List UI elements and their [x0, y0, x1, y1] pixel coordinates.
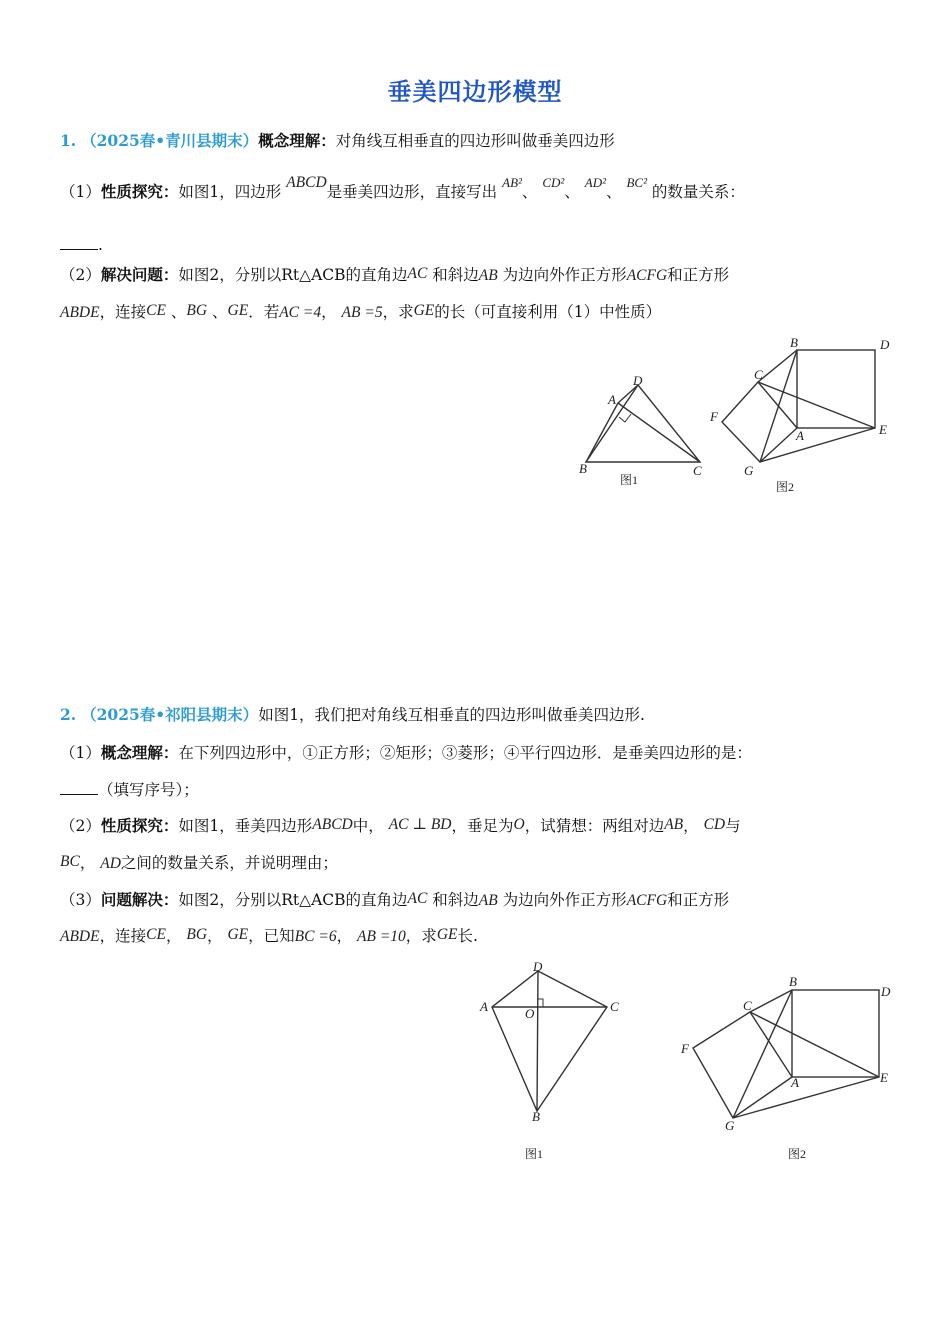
q1-figure-1 [570, 370, 720, 490]
q1-term-cd2: CD² [542, 175, 565, 190]
q2-p3-prefix: （3） [60, 891, 101, 909]
q2-p3-sq1: ACFG [626, 892, 668, 909]
q1-fig1-caption: 图1 [620, 473, 639, 487]
q1-p1-label: 性质探究： [100, 182, 179, 201]
q2-p2-text-c: ，垂足为 [451, 817, 514, 835]
q1-term-bc2: BC² [626, 175, 647, 190]
q2-header [60, 704, 910, 726]
q1-p1-text-b: 是垂美四边形，直接写出 [326, 183, 498, 201]
label-d: D [880, 337, 890, 352]
q1-sep: 、 [606, 183, 622, 201]
q1-p2-cond2: AB =5 [341, 304, 383, 321]
q2-p3-text-e: ，连接 [99, 927, 147, 945]
q2-p3-text-c: 为边向外作正方形 [502, 891, 627, 909]
label-d: D [881, 984, 891, 999]
q2-p2-o: O [513, 816, 525, 833]
q1-p2-cond1: AC =4 [279, 304, 322, 321]
q2-p2-text-b: 中， [352, 817, 384, 835]
q1-p2-sq1: ACFG [626, 267, 668, 284]
q2-part2-line1: （2）性质探究：如图1，垂美四边形ABCD中， AC ⊥ BD，垂足为O，试猜想：两组对边AB， CD与 [60, 816, 741, 835]
q1-p2-ab: AB [478, 267, 498, 284]
q1-p2-text-b: 和斜边 [432, 266, 479, 284]
label-a: A [480, 999, 488, 1014]
q1-lead-text: 对角线互相垂直的四边形叫做垂美四边形 [335, 132, 615, 150]
q2-p3-text-f: ，已知 [248, 927, 295, 945]
q1-header [60, 130, 910, 152]
q1-p2-text-h: 的长（可直接利用（1）中性质） [434, 303, 662, 321]
q1-p1-text-a: 如图1，四边形 [178, 183, 282, 201]
label-b: B [790, 335, 798, 350]
q1-sep: 、 [564, 183, 580, 201]
q2-p1-label: 概念理解： [100, 743, 179, 762]
q2-p3-bg: BG [186, 926, 208, 943]
q1-term-ad2: AD² [584, 175, 607, 190]
answer-blank[interactable] [60, 235, 98, 250]
q2-p3-cond1: BC =6 [294, 928, 337, 945]
q2-p2-quad: ABCD [312, 816, 353, 833]
q2-p2-ab: AB [664, 816, 684, 833]
q2-p3-ge2: GE [436, 926, 458, 943]
q1-sep: 、 [212, 303, 228, 321]
q1-p2-text-a: 如图2，分别以Rt△ACB的直角边 [178, 266, 408, 284]
q2-fig1-caption: 图1 [525, 1147, 544, 1161]
q1-part2-line1 [60, 264, 910, 287]
q1-p2-label: 解决问题： [100, 265, 179, 284]
q2-p2-text-a: 如图1，垂美四边形 [178, 817, 313, 835]
q2-p2-prefix: （2） [60, 817, 101, 835]
q2-p2-text-e: 与 [725, 817, 741, 835]
q2-p3-text-h: 长. [457, 927, 478, 945]
label-b: B [532, 1109, 540, 1124]
label-b: B [789, 974, 797, 989]
q2-p3-ce: CE [146, 926, 166, 943]
q1-p2-text-g: ，求 [382, 303, 414, 321]
label-o: O [525, 1006, 535, 1021]
q1-p1-prefix: （1） [60, 183, 101, 201]
q1-part2-line2: ABDE，连接CE 、BG 、GE．若AC =4， AB =5，求GE的长（可直接利用（1）中性质） [60, 302, 662, 321]
label-b: B [579, 461, 587, 476]
q2-p3-text-g: ，求 [405, 927, 437, 945]
q1-p2-bg: BG [186, 302, 208, 319]
q1-p2-sq2: ABDE [60, 304, 100, 321]
label-a: A [791, 1075, 799, 1090]
q1-sep: 、 [170, 303, 187, 321]
q2-p3-ac: AC [407, 890, 428, 907]
q1-source: （2025春•青川县期末） [81, 131, 259, 150]
q1-p2-ge: GE [227, 302, 249, 319]
q1-term-ab2: AB² [502, 175, 522, 190]
q2-part1-answer [60, 779, 910, 801]
q1-p2-text-f: ．若 [248, 303, 280, 321]
q1-sep: 、 [521, 183, 538, 201]
q1-p2-ge2: GE [413, 302, 435, 319]
q2-p2-text-d: ，试猜想：两组对边 [524, 817, 665, 835]
q1-part1 [60, 174, 910, 204]
q1-p1-text-c: 的数量关系： [651, 183, 745, 201]
label-a: A [796, 428, 804, 443]
q2-p3-sq2: ABDE [60, 928, 100, 945]
q2-p3-label: 问题解决： [100, 890, 179, 909]
label-c: C [743, 998, 752, 1013]
q2-p3-ge: GE [227, 926, 249, 943]
label-g: G [744, 463, 754, 478]
q2-p1-end: （填写序号）； [98, 781, 199, 799]
q2-p3-ab: AB [478, 892, 498, 909]
label-c: C [693, 463, 702, 478]
q1-p2-text-c: 为边向外作正方形 [502, 266, 627, 284]
label-g: G [725, 1118, 735, 1133]
label-d: D [533, 959, 543, 974]
q2-p1-text: 在下列四边形中，①正方形；②矩形；③菱形；④平行四边形．是垂美四边形的是： [178, 744, 752, 762]
q1-answer-blank [60, 234, 910, 256]
q2-part3-line2: ABDE，连接CE， BG， GE，已知BC =6， AB =10，求GE长. [60, 926, 478, 945]
label-e: E [880, 1070, 888, 1085]
q1-number: 1. [60, 131, 77, 150]
label-d: D [633, 373, 643, 388]
label-c: C [610, 999, 619, 1014]
q2-p2-perp: AC ⊥ BD [388, 816, 452, 833]
q1-fig2-caption: 图2 [776, 480, 795, 494]
label-f: F [710, 409, 718, 424]
q1-p1-quad: ABCD [286, 174, 327, 191]
q2-fig2-caption: 图2 [788, 1147, 807, 1161]
q2-p3-cond2: AB =10 [357, 928, 406, 945]
q2-p2-ad: AD [100, 855, 121, 872]
q2-part2-line2: BC， AD之间的数量关系，并说明理由； [60, 853, 338, 872]
answer-blank[interactable] [60, 780, 98, 795]
q2-figure-1 [470, 955, 630, 1165]
q2-p2-bc: BC [60, 853, 80, 870]
q1-p2-prefix: （2） [60, 266, 101, 284]
q1-p2-text-d: 和正方形 [667, 266, 730, 284]
q2-number: 2. [60, 705, 77, 724]
page-title: 垂美四边形模型 [387, 77, 563, 106]
q2-p3-text-b: 和斜边 [432, 891, 479, 909]
q2-p2-cd: CD [703, 816, 726, 833]
q1-p2-ac: AC [407, 265, 428, 282]
q2-p2-text-f: 之间的数量关系，并说明理由； [120, 854, 338, 872]
q1-p1-end: . [98, 236, 103, 254]
q2-p1-prefix: （1） [60, 744, 101, 762]
label-e: E [879, 422, 887, 437]
q1-figure-2 [700, 335, 900, 500]
q2-figure-2 [675, 970, 900, 1165]
q2-lead-text: 如图1，我们把对角线互相垂直的四边形叫做垂美四边形. [258, 706, 645, 724]
q2-p3-text-a: 如图2，分别以Rt△ACB的直角边 [178, 891, 408, 909]
label-a: A [608, 392, 616, 407]
label-f: F [681, 1041, 689, 1056]
q1-p2-ce: CE [146, 302, 166, 319]
label-c: C [754, 367, 763, 382]
q2-source: （2025春•祁阳县期末） [81, 705, 259, 724]
q1-lead-label: 概念理解： [258, 131, 336, 150]
q2-p3-text-d: 和正方形 [667, 891, 730, 909]
q2-p2-label: 性质探究： [100, 816, 179, 835]
q1-p2-text-e: ，连接 [99, 303, 147, 321]
q2-part1 [60, 742, 910, 764]
q2-part3-line1 [60, 889, 910, 912]
